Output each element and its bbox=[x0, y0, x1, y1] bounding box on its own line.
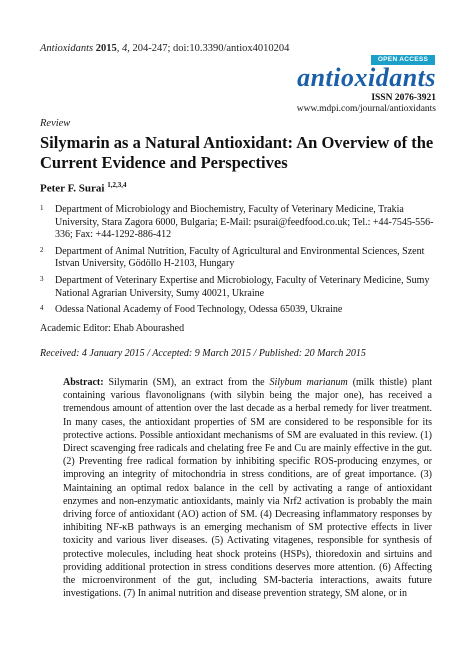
affiliation-text: Department of Veterinary Expertise and Microbiology, Faculty of Veterinary Medicine, Sumy National Agrarian University, Sumy 40021, Ukraine bbox=[55, 274, 430, 299]
author-affiliation-marks: 1,2,3,4 bbox=[107, 181, 127, 189]
citation-year: 2015 bbox=[95, 43, 117, 54]
abstract-label: Abstract: bbox=[63, 377, 104, 388]
affiliation-text: Department of Microbiology and Biochemistry, Faculty of Veterinary Medicine, Trakia University, Stara Zagora 6000, Bulgaria; E-Mail: psurai@feedfood.co.uk; Tel.: +44-7545-556-336; Fax: +44-1292-886-412 bbox=[55, 204, 434, 241]
citation-line bbox=[40, 43, 289, 54]
affiliation-item bbox=[40, 204, 440, 242]
issn: ISSN 2076-3921 bbox=[371, 93, 436, 103]
affiliation-number: 3 bbox=[40, 274, 44, 283]
journal-url[interactable]: www.mdpi.com/journal/antioxidants bbox=[296, 104, 436, 114]
author-name: Peter F. Surai bbox=[40, 182, 105, 195]
citation-volume: 4 bbox=[121, 43, 128, 54]
journal-abbrev: Antioxidants bbox=[40, 43, 94, 54]
citation-pages-doi: 204-247; doi:10.3390/antiox4010204 bbox=[132, 43, 290, 54]
abstract-text-2: (milk thistle) plant containing various flavonolignans (with silybin being the major one), has received a tremendous amount of attention over the last decade as a herbal remedy for liver treatment. In many cases, the antioxidant properties of SM are considered to be responsible for its protective actions. Possible antioxidant mechanisms of SM are evaluated in this review. (1) Direct scavenging free radicals and chelating free Fe and Cu are mainly effective in the gut. (2) Preventing free radical formation by inhibiting specific ROS-producing enzymes, or improving an integrity of mitochondria in stress conditions, are of great importance. (3) Maintaining an optimal redox balance in the cell by activating a range of antioxidant enzymes and non-enzymatic antioxidants, mainly via Nrf2 activation is probably the main driving force of antioxidant (AO) action of SM. (4) Decreasing inflammatory responses by inhibiting NF-κB pathways is an emerging mechanism of SM protective effects in liver toxicity and various liver diseases. (5) Activating vitagenes, responsible for synthesis of protective molecules, including heat shock proteins (HSPs), thioredoxin and sirtuins and providing additional protection in stress conditions deserves more attention. (6) Affecting the microenvironment of the gut, including SM-bacteria interactions, awaits future investigations. (7) In animal nutrition and disease prevention strategy, SM alone, or in bbox=[63, 377, 432, 600]
affiliation-text: Department of Animal Nutrition, Faculty of Agricultural and Environmental Sciences, Szent Istvan University, Gödöllo H-2103, Hungary bbox=[55, 245, 425, 270]
journal-logo: antioxidants bbox=[297, 63, 436, 92]
academic-editor: Academic Editor: Ehab Abourashed bbox=[40, 323, 185, 334]
affiliation-text: Odessa National Academy of Food Technology, Odessa 65039, Ukraine bbox=[55, 304, 343, 316]
abstract-text-1: Silymarin (SM), an extract from the bbox=[108, 377, 265, 388]
affiliation-number: 4 bbox=[40, 304, 44, 313]
affiliation-item bbox=[40, 246, 440, 271]
affiliation-item bbox=[40, 304, 440, 317]
citation-sep-1: , bbox=[116, 43, 122, 54]
article-type: Review bbox=[40, 118, 71, 129]
publication-dates: Received: 4 January 2015 / Accepted: 9 March 2015 / Published: 20 March 2015 bbox=[40, 348, 366, 359]
citation-sep-2: , bbox=[127, 43, 133, 54]
abstract-species: Silybum marianum bbox=[269, 377, 348, 388]
affiliations bbox=[40, 204, 440, 321]
affiliation-number: 1 bbox=[40, 204, 44, 212]
affiliation-item bbox=[40, 275, 440, 300]
author-line bbox=[40, 181, 126, 195]
open-access-badge: OPEN ACCESS bbox=[371, 55, 435, 65]
affiliation-number: 2 bbox=[40, 245, 44, 254]
abstract bbox=[63, 376, 432, 600]
paper-title: Silymarin as a Natural Antioxidant: An Overview of the Current Evidence and Perspectives bbox=[40, 133, 434, 172]
